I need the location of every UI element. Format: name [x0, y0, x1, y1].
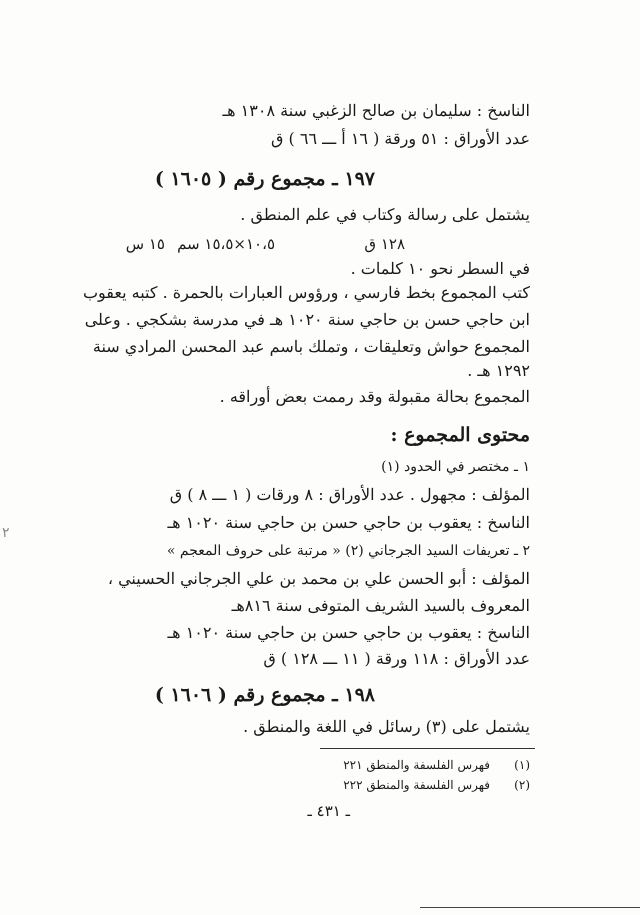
leaves-dimension: ١٢٨ ق — [364, 235, 405, 253]
item-1-author: المؤلف : مجهول . عدد الأوراق : ٨ ورقات ( ١ ـــ ٨ ) ق — [169, 485, 530, 504]
item-2-title: ٢ ـ تعريفات السيد الجرجاني (٢) « مرتبة على حروف المعجم » — [166, 543, 530, 559]
item-2-author-cont: المعروف بالسيد الشريف المتوفى سنة ٨١٦هـ — [231, 596, 530, 615]
footnote-1-text: فهرس الفلسفة والمنطق ٢٢١ — [343, 758, 490, 772]
copyist-line: الناسخ : سليمان بن صالح الزغبي سنة ١٣٠٨ هـ — [222, 101, 530, 120]
item-2-leaves: عدد الأوراق : ١١٨ ورقة ( ١١ ـــ ١٢٨ ) ق — [263, 649, 530, 668]
entry-198-contents: يشتمل على (٣) رسائل في اللغة والمنطق . — [243, 717, 530, 736]
condition-line: المجموع بحالة مقبولة وقد رممت بعض أوراقه . — [219, 387, 530, 406]
description-line-3: المجموع حواش وتعليقات ، وتملك باسم عبد المحسن المرادي سنة — [92, 337, 530, 356]
words-per-line: في السطر نحو ١٠ كلمات . — [350, 259, 530, 278]
description-line-1: كتب المجموع بخط فارسي ، ورؤوس العبارات بالحمرة . كتبه يعقوب — [82, 283, 530, 302]
footnote-2-text: فهرس الفلسفة والمنطق ٢٢٢ — [343, 778, 490, 792]
item-2-copyist: الناسخ : يعقوب بن حاجي حسن بن حاجي سنة ١٠٢٠ هـ — [167, 623, 530, 642]
leaves-count-line: عدد الأوراق : ٥١ ورقة ( ١٦ أ ـــ ٦٦ ) ق — [271, 129, 530, 148]
item-1-copyist: الناسخ : يعقوب بن حاجي حسن بن حاجي سنة ١٠٢٠ هـ — [167, 513, 530, 532]
footnote-2-number: (٢) — [514, 778, 530, 792]
footnote-rule — [320, 748, 535, 749]
contents-line: يشتمل على رسالة وكتاب في علم المنطق . — [240, 205, 530, 224]
item-2-author: المؤلف : أبو الحسن علي بن محمد بن علي الجرجاني الحسيني ، — [107, 569, 530, 588]
description-line-4: ١٢٩٢ هـ . — [467, 361, 530, 380]
page-edge-line — [420, 907, 640, 908]
page-number: ـ ٤٣١ ـ — [307, 802, 350, 820]
description-line-2: ابن حاجي حسن بن حاجي سنة ١٠٢٠ هـ في مدرسة بشكجي . وعلى — [84, 310, 530, 329]
entry-heading-197: ١٩٧ ـ مجموع رقم ( ١٦٠٥ ) — [154, 168, 375, 190]
lines-dimension: ١٥ س — [125, 235, 165, 253]
item-1-title: ١ ـ مختصر في الحدود (١) — [381, 459, 530, 475]
entry-heading-198: ١٩٨ ـ مجموع رقم ( ١٦٠٦ ) — [154, 684, 375, 706]
size-dimension: ١٠،٥×١٥،٥ سم — [177, 235, 275, 253]
contents-heading: محتوى المجموع : — [390, 424, 530, 446]
margin-mark: ٢ — [2, 525, 10, 541]
footnote-1-number: (١) — [514, 758, 530, 772]
